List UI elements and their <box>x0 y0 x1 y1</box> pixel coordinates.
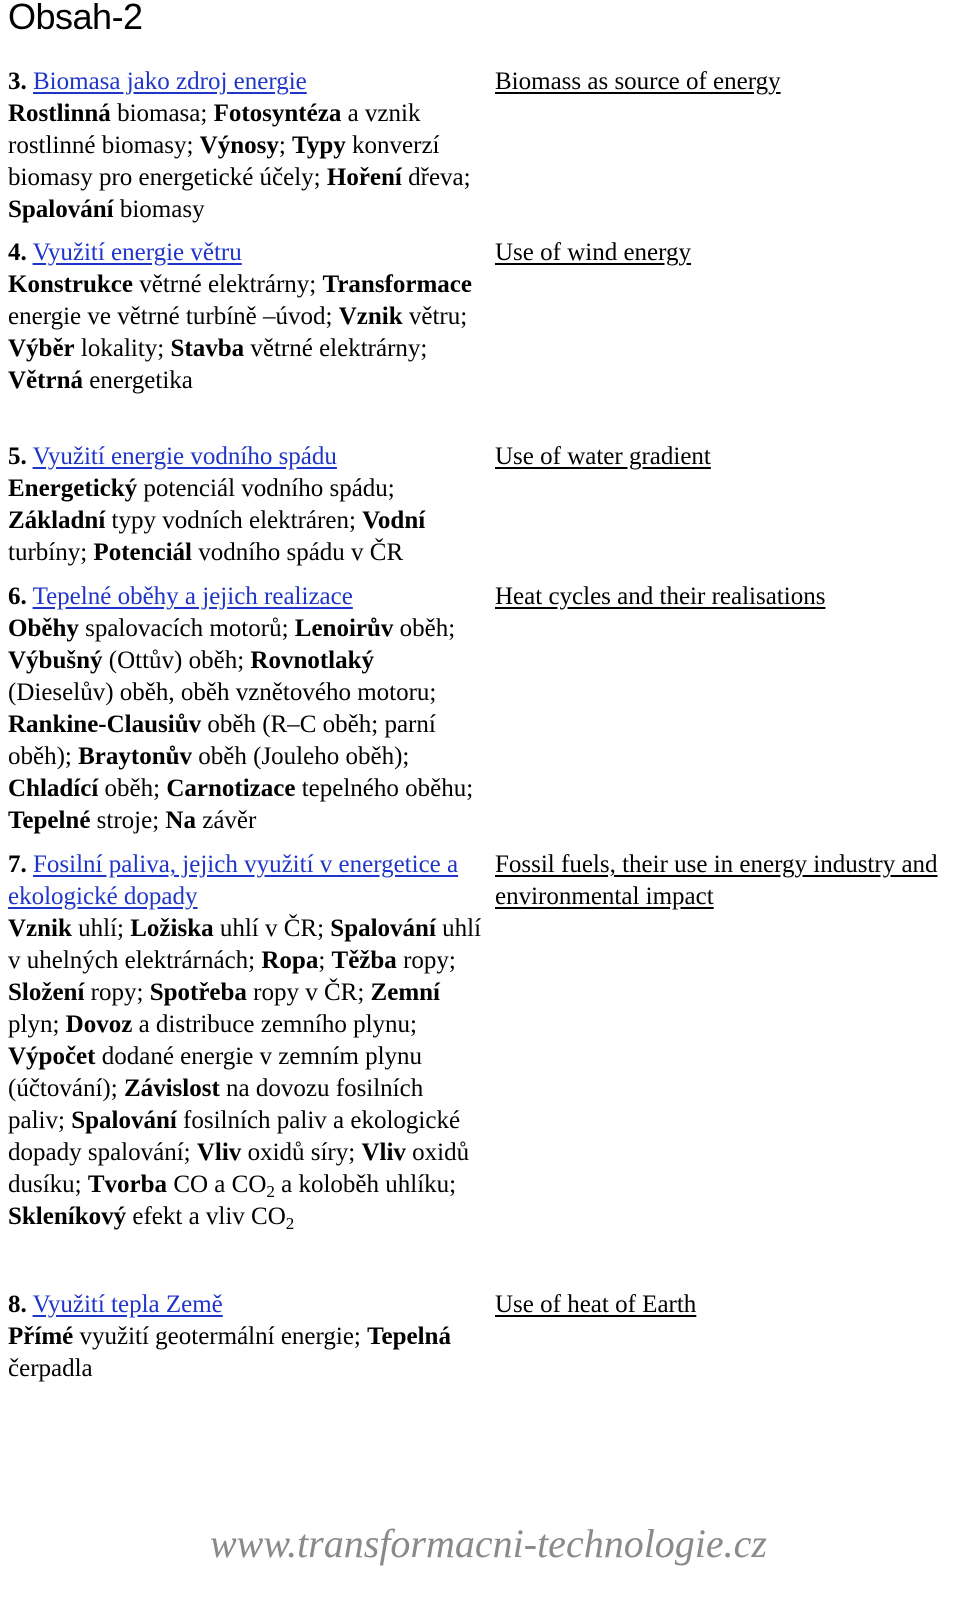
keyword: Výběr <box>8 335 75 362</box>
keyword: Spalování <box>71 1107 177 1134</box>
section-link[interactable]: Využití energie vodního spádu <box>32 443 337 470</box>
keyword: Lenoirův <box>294 615 394 642</box>
description-text: turbíny; <box>8 539 94 566</box>
section-english-title <box>495 66 955 98</box>
keyword: Ložiska <box>130 915 214 942</box>
description-text: čerpadla <box>8 1355 93 1382</box>
subscript: 2 <box>285 1214 295 1233</box>
keyword: Výpočet <box>8 1043 96 1070</box>
description-text: spalovacích motorů; <box>78 615 295 642</box>
description-text: uhlí; <box>71 915 131 942</box>
keyword: Vliv <box>361 1139 406 1166</box>
keyword: Tepelná <box>367 1323 451 1350</box>
section-czech-text <box>8 581 483 837</box>
english-link[interactable]: Heat cycles and their realisations <box>495 583 826 610</box>
keyword: Typy <box>292 132 346 159</box>
keyword: Vznik <box>338 303 403 330</box>
keyword: Vznik <box>8 915 72 942</box>
section-number: 7. <box>8 851 27 878</box>
keyword: Dovoz <box>65 1011 133 1038</box>
description-text: využití geotermální energie; <box>73 1323 368 1350</box>
section-english-title <box>495 1289 955 1321</box>
keyword: Rovnotlaký <box>250 647 375 674</box>
description-text: potenciál vodního spádu; <box>137 475 395 502</box>
section-number: 4. <box>8 239 27 266</box>
description-text: ropy; <box>396 947 456 974</box>
keyword: Konstrukce <box>8 271 133 298</box>
description-text: typy vodních elektráren; <box>105 507 363 534</box>
section-czech-text <box>8 1289 483 1385</box>
description-text: oběh; <box>393 615 456 642</box>
keyword: Tepelné <box>8 807 91 834</box>
description-text: dřeva; <box>401 164 471 191</box>
description-text: a vznik rostlinné biomasy; <box>8 100 421 159</box>
description-text: ; <box>278 132 293 159</box>
keyword: Carnotizace <box>166 775 296 802</box>
keyword: Rankine-Clausiův <box>8 711 202 738</box>
keyword: Energetický <box>8 475 138 502</box>
keyword: Těžba <box>331 947 397 974</box>
description-text: uhlí v uhelných elektrárnách; <box>8 915 482 974</box>
keyword: Fotosyntéza <box>213 100 342 127</box>
description-text: oběh (R–C oběh; parní oběh); <box>8 711 436 770</box>
section-english-title <box>495 849 955 913</box>
section-number: 8. <box>8 1291 27 1318</box>
page-title: Obsah-2 <box>8 0 143 37</box>
section-link[interactable]: Tepelné oběhy a jejich realizace <box>32 583 353 610</box>
keyword: Oběhy <box>8 615 79 642</box>
section-number: 3. <box>8 68 27 95</box>
section-link[interactable]: Využití energie větru <box>32 239 242 266</box>
keyword: Spalování <box>8 196 114 223</box>
english-link[interactable]: Use of wind energy <box>495 239 692 266</box>
description-text: fosilních paliv a ekologické dopady spalování; <box>8 1107 461 1166</box>
section-czech-text <box>8 849 483 1233</box>
description-text: větrné elektrárny; <box>133 271 323 298</box>
keyword: Na <box>165 807 196 834</box>
description-text: oxidů síry; <box>241 1139 362 1166</box>
english-link[interactable]: Fossil fuels, their use in energy industry and environmental impact <box>495 851 938 910</box>
description-text: větru; <box>402 303 468 330</box>
description-text: (Ottův) oběh; <box>102 647 251 674</box>
section-czech-text <box>8 66 483 226</box>
keyword: Spalování <box>330 915 436 942</box>
description-text: ropy v ČR; <box>246 979 371 1006</box>
keyword: Braytonův <box>78 743 193 770</box>
english-link[interactable]: Use of water gradient <box>495 443 711 470</box>
description-text: biomasa; <box>110 100 214 127</box>
keyword: Zemní <box>370 979 440 1006</box>
description-text: ropy; <box>84 979 150 1006</box>
keyword: Hoření <box>326 164 402 191</box>
description-text: větrné elektrárny; <box>244 335 428 362</box>
keyword: Základní <box>8 507 106 534</box>
keyword: Transformace <box>322 271 472 298</box>
description-text: tepelného oběhu; <box>295 775 474 802</box>
section-czech-text <box>8 441 483 569</box>
section-link[interactable]: Využití tepla Země <box>32 1291 223 1318</box>
keyword: Přímé <box>8 1323 74 1350</box>
keyword: Potenciál <box>93 539 193 566</box>
keyword: Chladící <box>8 775 99 802</box>
description-text: oxidů dusíku; <box>8 1139 470 1198</box>
description-text: dodané energie v zemním plynu (účtování); <box>8 1043 423 1102</box>
keyword: Výbušný <box>8 647 103 674</box>
description-text: a koloběh uhlíku; <box>274 1171 457 1198</box>
description-text: vodního spádu v ČR <box>192 539 404 566</box>
description-text: ; <box>318 947 332 974</box>
section-link[interactable]: Fosilní paliva, jejich využití v energetice a ekologické dopady <box>8 851 459 910</box>
section-english-title <box>495 237 955 269</box>
description-text: lokality; <box>74 335 171 362</box>
description-text: závěr <box>195 807 257 834</box>
description-text: na dovozu fosilních paliv; <box>8 1075 424 1134</box>
section-english-title <box>495 581 955 613</box>
description-text: efekt a vliv CO <box>126 1203 286 1230</box>
description-text: biomasy <box>113 196 205 223</box>
description-text: energie ve větrné turbíně –úvod; <box>8 303 339 330</box>
keyword: Výnosy <box>199 132 279 159</box>
keyword: Vodní <box>362 507 426 534</box>
keyword: Závislost <box>123 1075 220 1102</box>
section-number: 6. <box>8 583 27 610</box>
keyword: Větrná <box>8 367 83 394</box>
keyword: Skleníkový <box>8 1203 127 1230</box>
description-text: a distribuce zemního plynu; <box>132 1011 417 1038</box>
description-text: (Dieselův) oběh, oběh vznětového motoru; <box>8 679 437 706</box>
section-english-title <box>495 441 955 473</box>
keyword: Vliv <box>196 1139 242 1166</box>
footer-website: www.transformacni-technologie.cz <box>210 1521 767 1566</box>
description-text: oběh; <box>98 775 167 802</box>
description-text: energetika <box>82 367 193 394</box>
english-link[interactable]: Biomass as source of energy <box>495 68 781 95</box>
keyword: Ropa <box>261 947 319 974</box>
description-text: konverzí biomasy pro energetické účely; <box>8 132 440 191</box>
section-link[interactable]: Biomasa jako zdroj energie <box>33 68 307 95</box>
keyword: Tvorba <box>87 1171 168 1198</box>
english-link[interactable]: Use of heat of Earth <box>495 1291 697 1318</box>
keyword: Složení <box>8 979 85 1006</box>
subscript: 2 <box>266 1182 275 1201</box>
description-text: CO a CO <box>167 1171 267 1198</box>
section-czech-text <box>8 237 483 397</box>
description-text: uhlí v ČR; <box>213 915 331 942</box>
description-text: oběh (Jouleho oběh); <box>192 743 410 770</box>
description-text: plyn; <box>8 1011 66 1038</box>
keyword: Rostlinná <box>8 100 111 127</box>
keyword: Spotřeba <box>149 979 247 1006</box>
description-text: stroje; <box>90 807 166 834</box>
keyword: Stavba <box>170 335 245 362</box>
section-number: 5. <box>8 443 27 470</box>
